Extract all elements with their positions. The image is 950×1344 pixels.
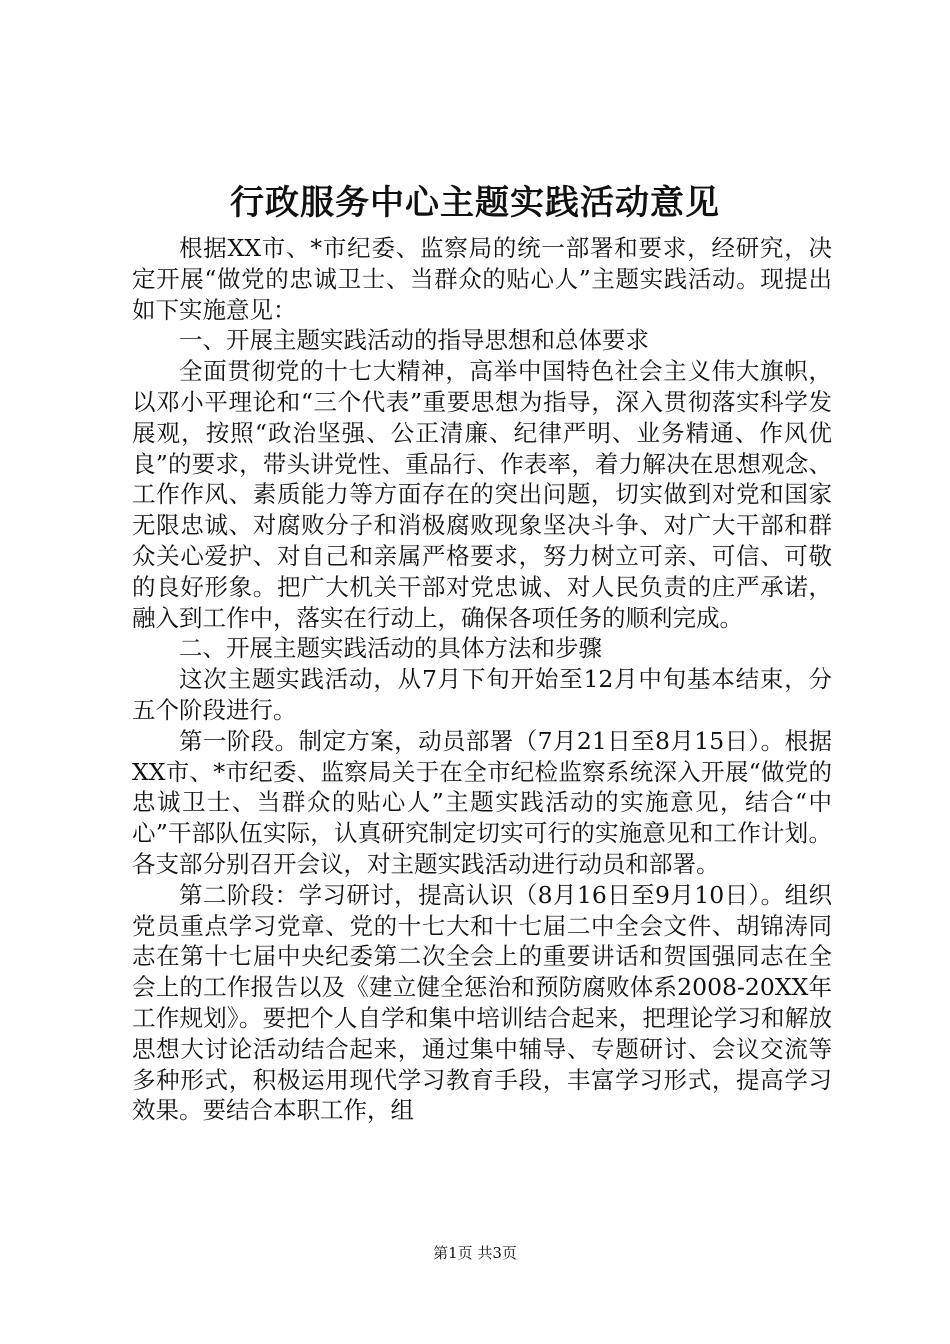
page-number-footer: 第1页 共3页: [433, 1244, 517, 1262]
section-heading-2: 二、开展主题实践活动的具体方法和步骤: [179, 634, 602, 663]
intro-paragraph: 根据XX市、*市纪委、监察局的统一部署和要求，经研究，决定开展“做党的忠诚卫士、当群众的贴心人”主题实践活动。现提出如下实施意见：: [132, 234, 832, 324]
stage-one-paragraph: 第一阶段。制定方案，动员部署（7月21日至8月15日）。根据XX市、*市纪委、监察局关于在全市纪检监察系统深入开展“做党的忠诚卫士、当群众的贴心人”主题实践活动的实施意见，结合“中心”干部队伍实际，认真研究制定切实可行的实施意见和工作计划。各支部分别召开会议，对主题实践活动进行动员和部署。: [132, 726, 832, 878]
section-heading-1: 一、开展主题实践活动的指导思想和总体要求: [179, 326, 649, 355]
body-paragraph: 这次主题实践活动，从7月下旬开始至12月中旬基本结束，分五个阶段进行。: [132, 665, 832, 724]
body-paragraph: 全面贯彻党的十七大精神，高举中国特色社会主义伟大旗帜，以邓小平理论和“三个代表”重要思想为指导，深入贯彻落实科学发展观，按照“政治坚强、公正清廉、纪律严明、业务精通、作风优良”的要求，带头讲党性、重品行、作表率，着力解决在思想观念、工作作风、素质能力等方面存在的突出问题，切实做到对党和国家无限忠诚、对腐败分子和消极腐败现象坚决斗争、对广大干部和群众关心爱护、对自己和亲属严格要求，努力树立可亲、可信、可敬的良好形象。把广大机关干部对党忠诚、对人民负责的庄严承诺，融入到工作中，落实在行动上，确保各项任务的顺利完成。: [132, 357, 832, 632]
document-title: 行政服务中心主题实践活动意见: [230, 183, 720, 223]
document-body: [132, 233, 832, 1126]
stage-two-paragraph: 第二阶段：学习研讨，提高认识（8月16日至9月10日）。组织党员重点学习党章、党的十七大和十七届二中全会文件、胡锦涛同志在第十七届中央纪委第二次全会上的重要讲话和贺国强同志在全会上的工作报告以及《建立健全惩治和预防腐败体系2008-20XX年工作规划》。要把个人自学和集中培训结合起来，把理论学习和解放思想大讨论活动结合起来，通过集中辅导、专题研讨、会议交流等多种形式，积极运用现代学习教育手段，丰富学习形式，提高学习效果。要结合本职工作，组: [132, 880, 832, 1125]
